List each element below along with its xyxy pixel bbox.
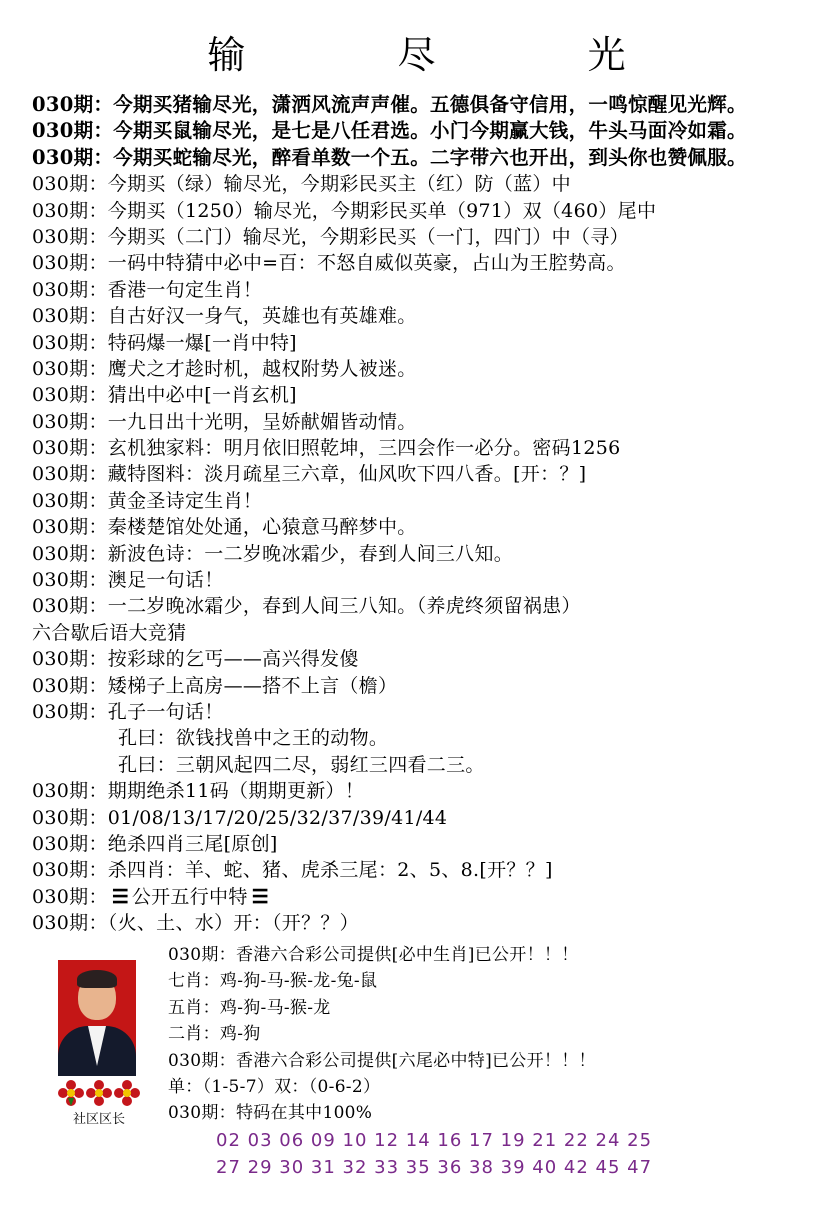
wuxing-answer: 030期：（火、土、水）开：（开？？） [32, 912, 359, 935]
text-line: 030期：鹰犬之才趁时机，越权附势人被迷。 [32, 357, 417, 380]
prediction-lines [32, 92, 827, 937]
text-line: 030期：今期买（二门）输尽光，今期彩民买（一门，四门）中（寻） [32, 225, 629, 248]
lower-line: 五肖：鸡-狗-马-猴-龙 [168, 997, 331, 1018]
portrait-caption: 社区区长 [72, 1112, 125, 1127]
text-line: 030期：黄金圣诗定生肖！ [32, 489, 263, 512]
text-line: 030期：今期买蛇输尽光，醉看单数一个五。二字带六也开出，到头你也赞佩服。 [32, 145, 747, 169]
flower-icon [114, 1080, 140, 1106]
lower-line: 单：（1-5-7）双：（0-6-2） [168, 1076, 381, 1097]
text-line: 030期：按彩球的乞丐——高兴得发傻 [32, 648, 359, 671]
text-line: 030期：绝杀四肖三尾[原创] [32, 832, 278, 855]
text-line: 030期：孔子一句话！ [32, 700, 224, 723]
page-title: 输 尽 光 [207, 33, 696, 77]
wuxing-label: 公开五行中特 [131, 885, 248, 908]
bars-left-icon: ☰ [111, 885, 128, 908]
text-line: 030期：自古好汉一身气，英雄也有英雄难。 [32, 305, 417, 328]
number-row: 27 29 30 31 32 33 35 36 38 39 40 42 45 47 [216, 1156, 653, 1178]
portrait-photo [58, 960, 136, 1076]
text-line: 030期：澳足一句话！ [32, 569, 224, 592]
text-line: 六合歇后语大竞猜 [32, 621, 187, 644]
bars-right-icon: ☰ [251, 885, 268, 908]
lower-line: 030期：特码在其中100% [168, 1103, 373, 1124]
text-line: 030期：秦楼楚馆处处通，心猿意马醉梦中。 [32, 516, 417, 539]
lower-line: 030期：香港六合彩公司提供[必中生肖]已公开！！！ [168, 945, 579, 965]
wuxing-line [32, 884, 827, 910]
text-line: 030期：今期买（1250）输尽光，今期彩民买单（971）双（460）尾中 [32, 199, 657, 222]
text-line: 030期：今期买（绿）输尽光，今期彩民买主（红）防（蓝）中 [32, 173, 571, 196]
text-line: 孔曰：三朝风起四二尽，弱红三四看二三。 [118, 753, 485, 776]
flower-icon [58, 1080, 84, 1106]
lower-section [168, 942, 818, 1181]
text-line: 030期：新波色诗：一二岁晚冰霜少，春到人间三八知。 [32, 542, 514, 565]
text-line: 030期：一九日出十光明，呈娇献媚皆动情。 [32, 410, 417, 433]
text-line: 030期：期期绝杀11码（期期更新）！ [32, 780, 365, 803]
number-row: 02 03 06 09 10 12 14 16 17 19 21 22 24 25 [216, 1129, 653, 1151]
text-line: 030期：一二岁晚冰霜少，春到人间三八知。（养虎终须留祸患） [32, 595, 581, 618]
text-line: 030期：杀四肖：羊、蛇、猪、虎杀三尾：2、5、8.[开？？] [32, 859, 553, 882]
text-line: 030期：香港一句定生肖！ [32, 278, 263, 301]
lower-line: 七肖：鸡-狗-马-猴-龙-兔-鼠 [168, 971, 378, 992]
text-line: 030期：玄机独家料：明月依旧照乾坤，三四会作一必分。密码1256 [32, 437, 621, 460]
text-line: 030期：01/08/13/17/20/25/32/37/39/41/44 [32, 806, 448, 829]
portrait-block [58, 960, 140, 1127]
flower-decoration [58, 1080, 140, 1106]
text-line: 030期：藏特图料：淡月疏星三六章，仙风吹下四八香。[开：？] [32, 463, 587, 486]
lower-line: 二肖：鸡-狗 [168, 1024, 261, 1045]
text-line: 030期：猜出中必中[一肖玄机] [32, 384, 297, 407]
text-line: 030期：今期买猪输尽光，潇洒风流声声催。五德俱备守信用，一鸣惊醒见光辉。 [32, 93, 747, 116]
text-line: 030期：矮梯子上高房——搭不上言（檐） [32, 674, 398, 697]
wuxing-prefix: 030期： [32, 885, 108, 908]
text-line: 030期：今期买鼠输尽光，是七是八任君选。小门今期赢大钱，牛头马面冷如霜。 [32, 119, 747, 143]
text-line: 孔曰：欲钱找兽中之王的动物。 [118, 727, 389, 750]
lower-line: 030期：香港六合彩公司提供[六尾必中特]已公开！！！ [168, 1050, 596, 1071]
text-line: 030期：一码中特猜中必中=百：不怒自威似英豪，占山为王腔势高。 [32, 252, 626, 275]
text-line: 030期：特码爆一爆[一肖中特] [32, 331, 297, 354]
flower-icon [86, 1080, 112, 1106]
